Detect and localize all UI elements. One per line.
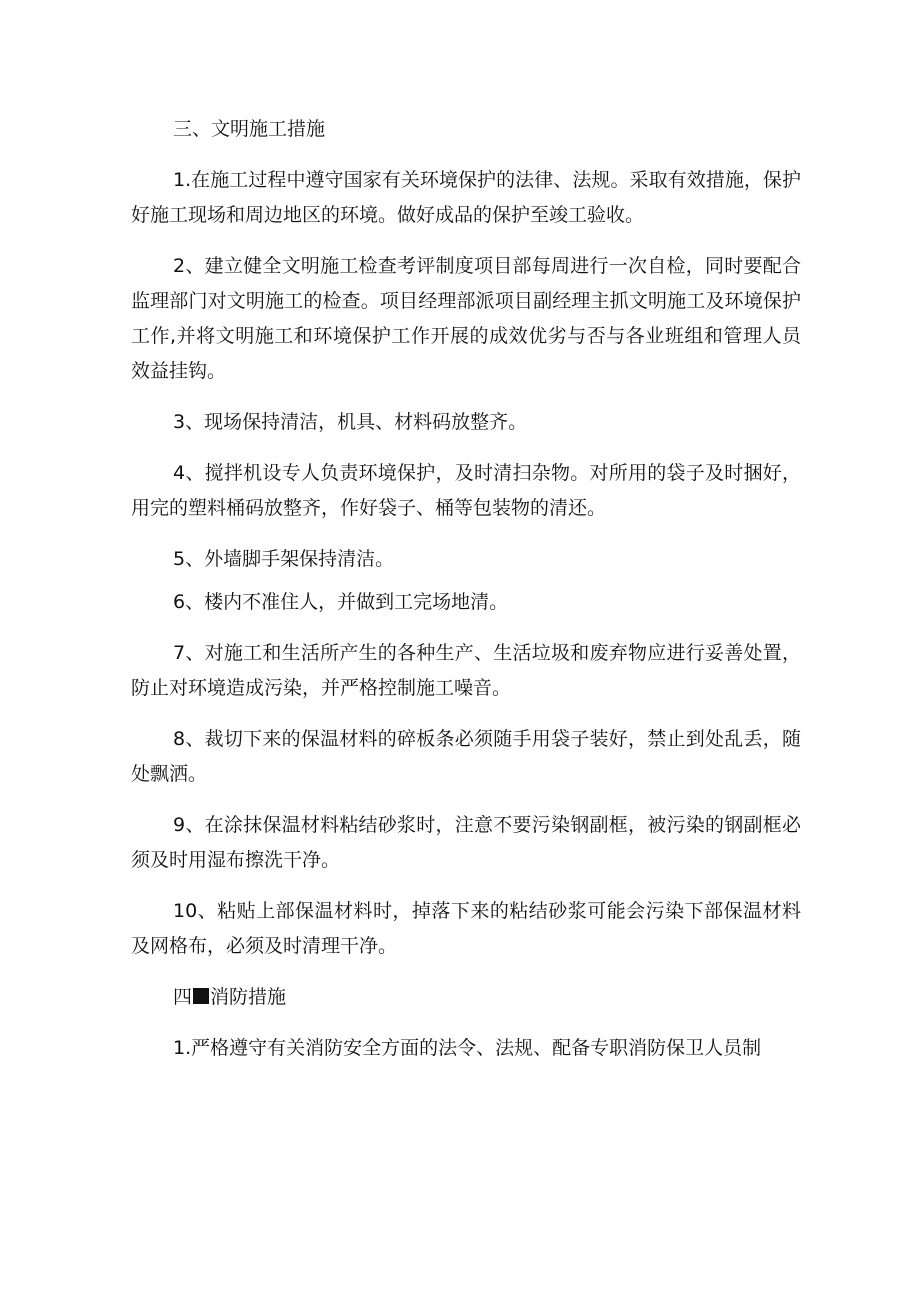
black-square-icon — [193, 988, 209, 1004]
document-body — [131, 112, 801, 1082]
paragraph-10: 10、粘贴上部保温材料时，掉落下来的粘结砂浆可能会污染下部保温材料及网格布，必须及时清理干净。 — [131, 900, 801, 957]
paragraph-3: 3、现场保持清洁，机具、材料码放整齐。 — [173, 411, 528, 433]
paragraph-4: 4、搅拌机设专人负责环境保护，及时清扫杂物。对所用的袋子及时捆好，用完的塑料桶码放整齐，作好袋子、桶等包装物的清还。 — [131, 462, 801, 519]
paragraph-6: 6、楼内不准住人，并做到工完场地清。 — [173, 591, 509, 613]
section-4-number: 四 — [173, 986, 193, 1008]
paragraph-1: 1.在施工过程中遵守国家有关环境保护的法律、法规。采取有效措施，保护好施工现场和周边地区的环境。做好成品的保护至竣工验收。 — [131, 169, 801, 226]
paragraph-8: 8、裁切下来的保温材料的碎板条必须随手用袋子装好，禁止到处乱丢，随处飘洒。 — [131, 728, 801, 785]
paragraph-5: 5、外墙脚手架保持清洁。 — [173, 548, 395, 570]
paragraph-7: 7、对施工和生活所产生的各种生产、生活垃圾和废弃物应进行妥善处置，防止对环境造成污染，并严格控制施工噪音。 — [131, 642, 801, 699]
paragraph-9: 9、在涂抹保温材料粘结砂浆时，注意不要污染钢副框，被污染的钢副框必须及时用湿布擦洗干净。 — [131, 814, 801, 871]
section-4-paragraph-1: 1.严格遵守有关消防安全方面的法令、法规、配备专职消防保卫人员制 — [173, 1037, 762, 1059]
section-4-title: 消防措施 — [210, 986, 287, 1008]
section-3-heading: 三、文明施工措施 — [173, 118, 326, 140]
paragraph-2: 2、建立健全文明施工检查考评制度项目部每周进行一次自检，同时要配合监理部门对文明施工的检查。项目经理部派项目副经理主抓文明施工及环境保护工作,并将文明施工和环境保护工作开展的成效优劣与否与各业班组和管理人员效益挂钩。 — [131, 255, 801, 382]
section-4-heading — [131, 980, 801, 1015]
